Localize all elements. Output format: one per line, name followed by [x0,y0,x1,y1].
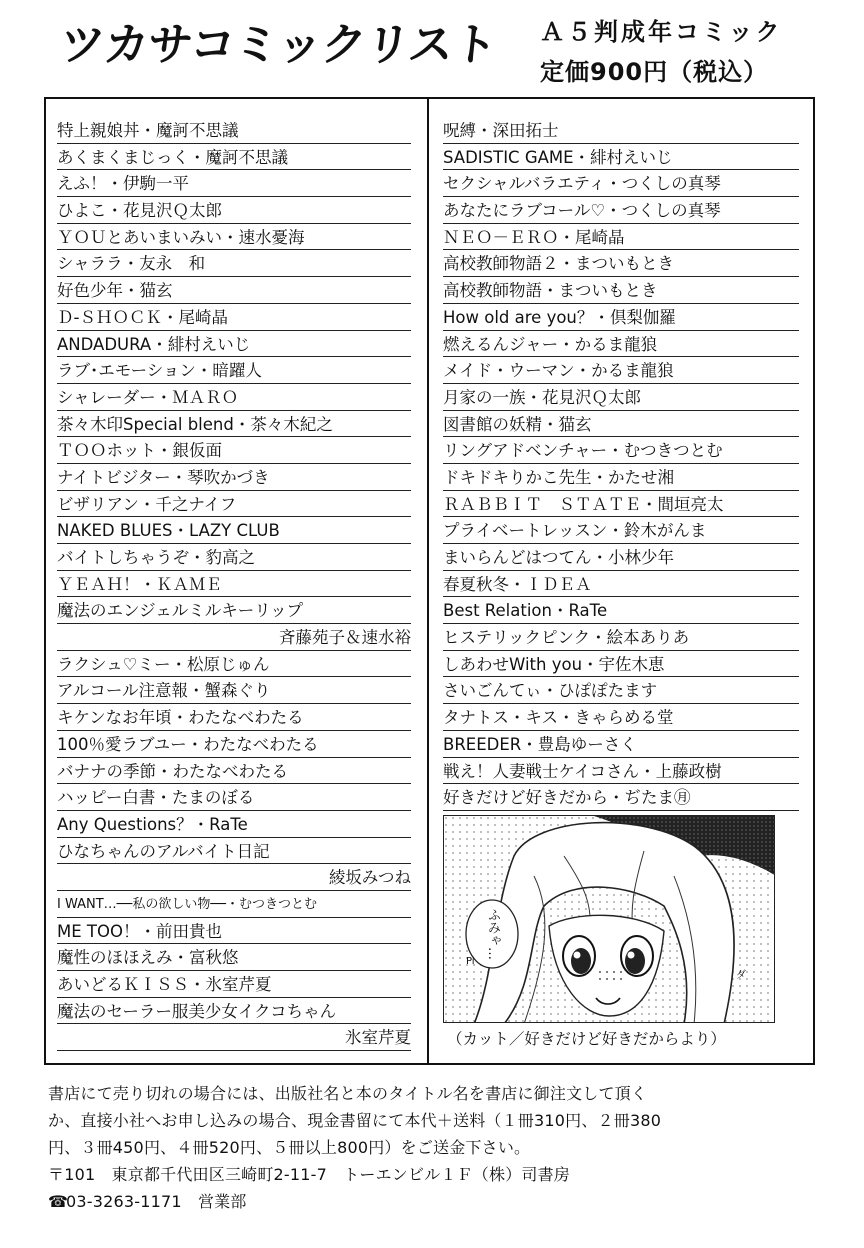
comic-entry: ME TOO！・前田貴也 [57,918,411,945]
speech-bubble-text: ふみゃ… [485,908,500,960]
comic-entry: ＮＥＯ－ＥＲＯ・尾崎晶 [443,224,799,251]
comic-entry: キケンなお年頃・わたなべわたる [57,704,411,731]
comic-entry: えふ！・伊駒一平 [57,170,411,197]
comic-entry: 斉藤苑子＆速水裕 [57,624,411,651]
comic-entry: 魔法のエンジェルミルキーリップ [57,597,411,624]
comic-entry: 特上親娘丼・魔訶不思議 [57,117,411,144]
comic-entry: 茶々木印Special blend・茶々木紀之 [57,411,411,438]
left-column-list [57,117,411,1051]
phone-icon: ☎ [48,1192,69,1211]
column-divider [427,97,429,1065]
comic-entry: ＲＡＢＢＩＴ ＳＴＡＴＥ・間垣亮太 [443,491,799,518]
comic-entry: ＹＯＵとあいまいみい・速水憂海 [57,224,411,251]
comic-entry: アルコール注意報・蟹森ぐり [57,677,411,704]
comic-entry: リングアドベンチャー・むつきつとむ [443,437,799,464]
comic-entry: 高校教師物語２・まついもとき [443,250,799,277]
comic-entry: ビザリアン・千之ナイフ [57,491,411,518]
comic-entry: あなたにラブコール♡・つくしの真琴 [443,197,799,224]
comic-entry: ハッピー白書・たまのぼる [57,784,411,811]
comic-entry: ひなちゃんのアルバイト日記 [57,838,411,865]
comic-entry: 氷室芹夏 [57,1024,411,1051]
publisher-address: 〒101 東京都千代田区三崎町2-11-7 トーエンビル１Ｆ（株）司書房 [48,1165,571,1184]
comic-entry: シャレーダー・ＭＡＲＯ [57,384,411,411]
comic-entry: 燃えるんジャー・かるま龍狼 [443,331,799,358]
comic-entry: SADISTIC GAME・緋村えいじ [443,144,799,171]
scribble-text-right: ダ [736,970,746,981]
comic-entry: バナナの季節・わたなべわたる [57,758,411,785]
scribble-text-left: Pi [466,956,475,967]
comic-entry: 月家の一族・花見沢Ｑ太郎 [443,384,799,411]
comic-entry: ナイトビジター・琴吹かづき [57,464,411,491]
illustration-caption: （カット／好きだけど好きだからより） [447,1030,726,1048]
comic-entry: バイトしちゃうぞ・豹高之 [57,544,411,571]
cut-illustration [443,815,775,1023]
comic-entry: あくまくまじっく・魔訶不思議 [57,144,411,171]
comic-entry: タナトス・キス・きゃらめる堂 [443,704,799,731]
publisher-phone-line [48,1188,818,1215]
comic-entry: 100％愛ラブユー・わたなべわたる [57,731,411,758]
comic-entry: ひよこ・花見沢Ｑ太郎 [57,197,411,224]
comic-entry: 好きだけど好きだから・ぢたま㊊ [443,784,799,811]
comic-entry: I WANT…──私の欲しい物──・むつきつとむ [57,891,411,918]
format-label: Ａ５判成年コミック [540,18,783,46]
comic-entry: しあわせWith you・宇佐木恵 [443,651,799,678]
comic-entry: NAKED BLUES・LAZY CLUB [57,517,411,544]
comic-entry: 春夏秋冬・ＩＤＥＡ [443,571,799,598]
price-label: 定価900円（税込） [540,58,769,86]
comic-entry: 魔性のほほえみ・富秋悠 [57,944,411,971]
comic-entry: ラブ･エモーション・暗躍人 [57,357,411,384]
publisher-phone: 03-3263-1171 営業部 [66,1192,247,1211]
comic-entry: Ｄ-ＳＨＯＣＫ・尾崎晶 [57,304,411,331]
comic-entry: セクシャルバラエティ・つくしの真琴 [443,170,799,197]
order-info [48,1080,818,1215]
comic-entry: 戦え！人妻戦士ケイコさん・上藤政樹 [443,758,799,785]
comic-entry: 魔法のセーラー服美少女イクコちゃん [57,998,411,1025]
comic-entry: 綾坂みつね [57,864,411,891]
comic-entry: さいごんてぃ・ひぽぽたます [443,677,799,704]
page-title: ツカサコミックリスト [57,18,500,71]
comic-entry: 図書館の妖精・猫玄 [443,411,799,438]
comic-entry: ＴＯＯホット・銀仮面 [57,437,411,464]
order-info-line: 円、３冊450円、４冊520円、５冊以上800円）をご送金下さい。 [48,1138,531,1157]
comic-entry: あいどるＫＩＳＳ・氷室芹夏 [57,971,411,998]
comic-entry: メイド・ウーマン・かるま龍狼 [443,357,799,384]
order-info-line: か、直接小社へお申し込みの場合、現金書留にて本代＋送料（１冊310円、２冊380 [48,1111,662,1130]
comic-entry: ラクシュ♡ミー・松原じゅん [57,651,411,678]
comic-entry: 高校教師物語・まついもとき [443,277,799,304]
comic-entry: 呪縛・深田拓士 [443,117,799,144]
comic-entry: ドキドキりかこ先生・かたせ湘 [443,464,799,491]
comic-entry: ANDADURA・緋村えいじ [57,331,411,358]
comic-entry: 好色少年・猫玄 [57,277,411,304]
comic-entry: ＹＥＡＨ！・ＫＡＭＥ [57,571,411,598]
comic-entry: How old are you？・倶梨伽羅 [443,304,799,331]
comic-entry: ヒステリックピンク・絵本ありあ [443,624,799,651]
comic-entry: Any Questions？・RaTe [57,811,411,838]
comic-entry: BREEDER・豊島ゆーさく [443,731,799,758]
comic-entry: Best Relation・RaTe [443,597,799,624]
order-info-line: 書店にて売り切れの場合には、出版社名と本のタイトル名を書店に御注文して頂く [48,1084,648,1103]
right-column-list [443,117,799,811]
comic-entry: シャララ・友永 和 [57,250,411,277]
comic-entry: まいらんどはつてん・小林少年 [443,544,799,571]
comic-entry: プライベートレッスン・鈴木がんま [443,517,799,544]
